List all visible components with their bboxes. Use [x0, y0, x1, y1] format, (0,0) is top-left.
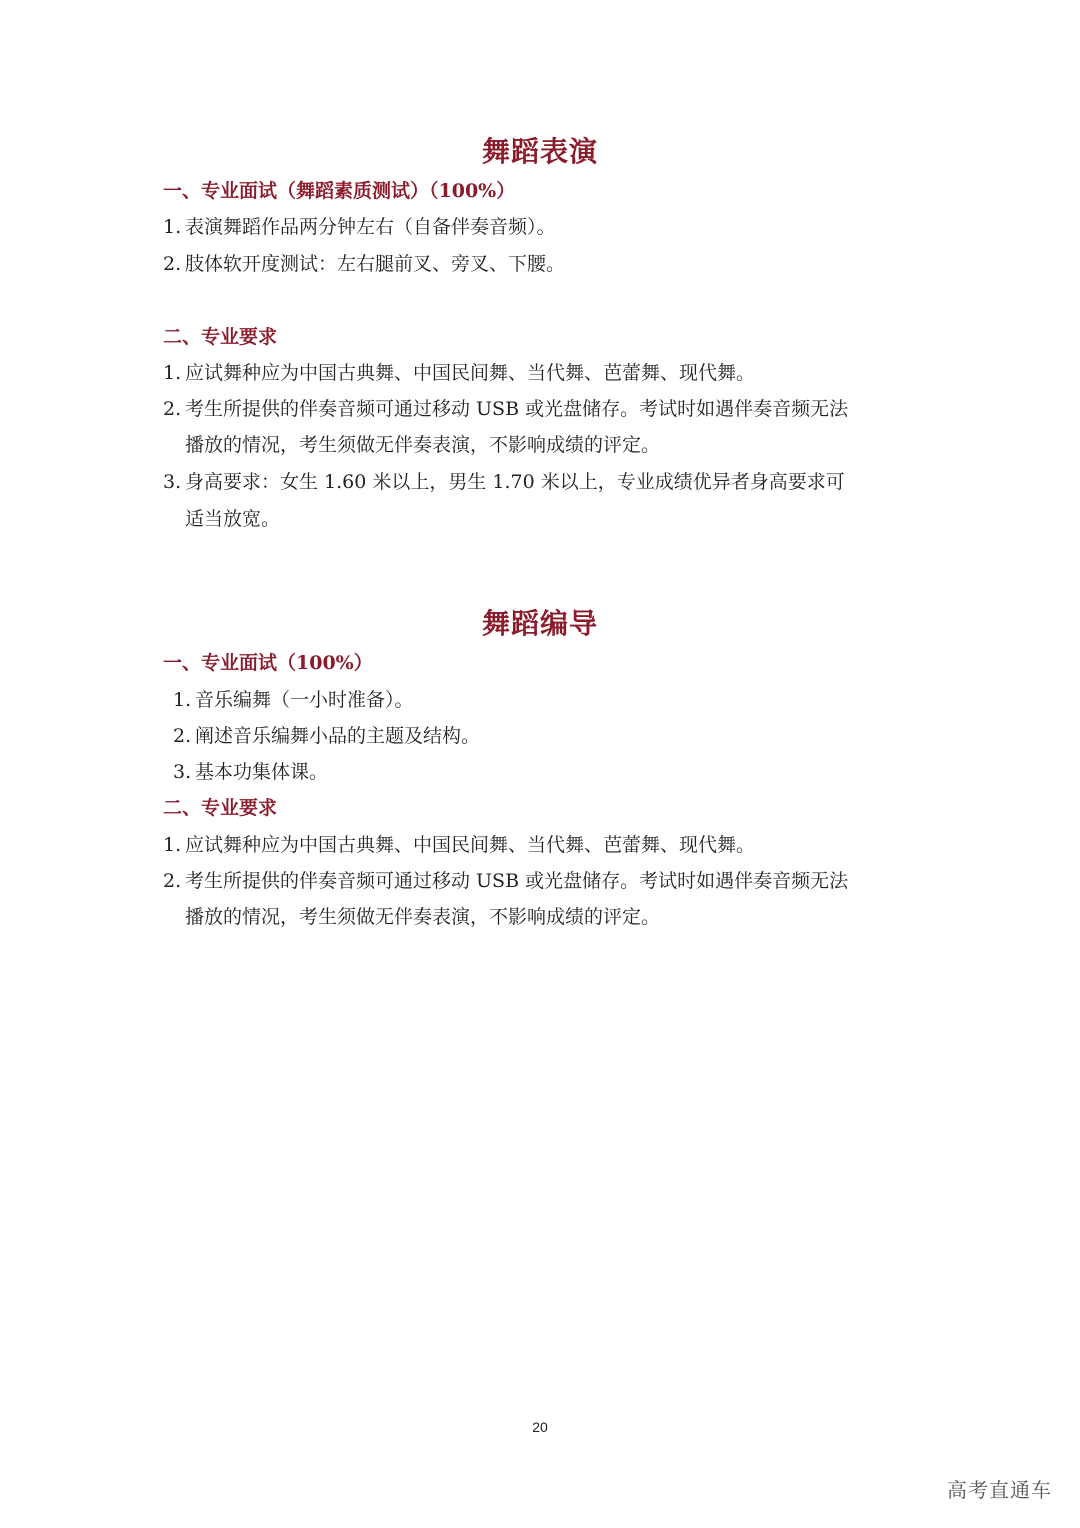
section-title-choreography: 舞蹈编导 — [481, 607, 598, 640]
page-number: 20 — [532, 1419, 548, 1435]
list-item-text: 应试舞种应为中国古典舞、中国民间舞、当代舞、芭蕾舞、现代舞。 — [185, 362, 756, 384]
list-item-text: 考生所提供的伴奏音频可通过移动 USB 或光盘储存。考试时如遇伴奏音频无法 — [185, 870, 849, 892]
section-title-dance-performance: 舞蹈表演 — [481, 135, 598, 168]
section-heading-requirements: 二、专业要求 — [163, 797, 278, 819]
list-item-text: 考生所提供的伴奏音频可通过移动 USB 或光盘储存。考试时如遇伴奏音频无法 — [185, 398, 849, 420]
list-item — [173, 721, 480, 748]
list-item-text: 肢体软开度测试：左右腿前叉、旁叉、下腰。 — [185, 253, 566, 275]
list-item — [163, 212, 556, 239]
list-item-number: 2. — [163, 253, 182, 275]
section-heading-interview: 一、专业面试（舞蹈素质测试）（100%） — [163, 180, 516, 202]
list-item-text: 表演舞蹈作品两分钟左右（自备伴奏音频）。 — [185, 216, 556, 238]
list-item-number: 1. — [163, 362, 182, 384]
list-item — [173, 757, 328, 784]
watermark: 高考直通车 — [947, 1478, 1052, 1502]
list-item-text: 阐述音乐编舞小品的主题及结构。 — [195, 725, 481, 747]
list-item — [163, 866, 848, 893]
list-item — [163, 358, 755, 385]
list-item-number: 2. — [163, 870, 182, 892]
list-item-number: 2. — [173, 725, 192, 747]
list-item-text: 基本功集体课。 — [195, 761, 329, 783]
list-item-text: 身高要求：女生 1.60 米以上，男生 1.70 米以上，专业成绩优异者身高要求可 — [185, 471, 845, 493]
list-item — [163, 467, 845, 494]
list-item-continuation: 适当放宽。 — [185, 508, 281, 530]
list-item-number: 1. — [163, 216, 182, 238]
list-item-number: 1. — [173, 689, 192, 711]
list-item-number: 3. — [173, 761, 192, 783]
list-item-text: 应试舞种应为中国古典舞、中国民间舞、当代舞、芭蕾舞、现代舞。 — [185, 834, 756, 856]
list-item — [173, 685, 414, 712]
list-item-number: 3. — [163, 471, 182, 493]
list-item-continuation: 播放的情况，考生须做无伴奏表演，不影响成绩的评定。 — [185, 434, 661, 456]
list-item-number: 2. — [163, 398, 182, 420]
list-item — [163, 394, 848, 421]
list-item-number: 1. — [163, 834, 182, 856]
list-item — [163, 830, 755, 857]
list-item-text: 音乐编舞（一小时准备）。 — [195, 689, 414, 711]
section-heading-requirements: 二、专业要求 — [163, 326, 278, 348]
section-heading-interview: 一、专业面试（100%） — [163, 652, 373, 674]
list-item — [163, 249, 565, 276]
list-item-continuation: 播放的情况，考生须做无伴奏表演，不影响成绩的评定。 — [185, 906, 661, 928]
